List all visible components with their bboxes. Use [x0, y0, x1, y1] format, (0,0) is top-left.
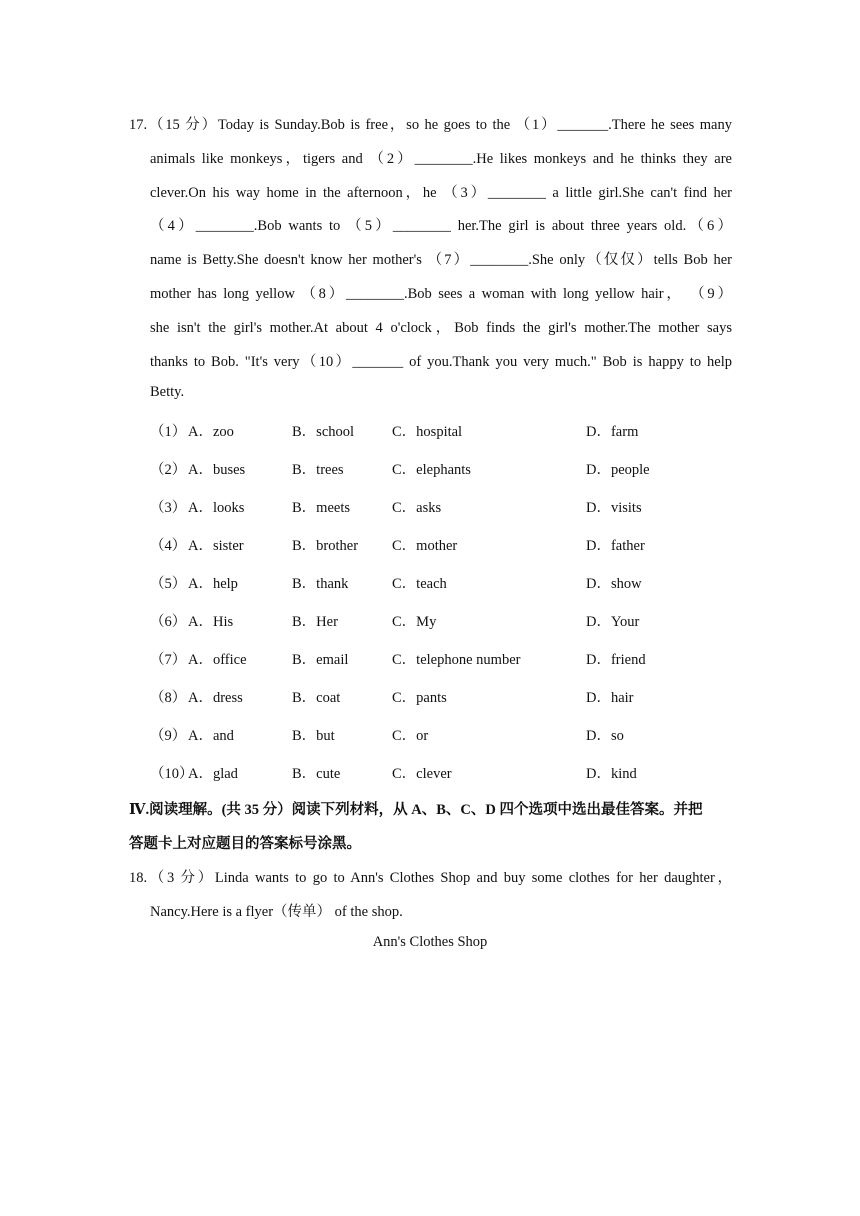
option-d: D．people [586, 462, 650, 478]
option-d: D．Your [586, 614, 640, 630]
option-number: （1） [150, 424, 187, 440]
option-d: D．hair [586, 690, 634, 706]
option-c: C．clever [392, 766, 452, 782]
q17-line-9: Betty. [150, 384, 185, 400]
option-b: B．coat [292, 690, 341, 706]
option-c: C．elephants [392, 462, 471, 478]
option-c: C．or [392, 728, 429, 744]
section-heading-line-2: 答题卡上对应题目的答案标号涂黑。 [129, 836, 361, 852]
option-d: D．visits [586, 500, 642, 516]
q18-line-2: Nancy.Here is a flyer（传单） of the shop. [150, 904, 403, 920]
option-b: B．but [292, 728, 335, 744]
option-c: C．teach [392, 576, 447, 592]
option-d: D．kind [586, 766, 637, 782]
option-number: （9） [150, 728, 187, 744]
flyer-title: Ann's Clothes Shop [372, 934, 488, 950]
option-c: C．telephone number [392, 652, 521, 668]
option-d: D．father [586, 538, 645, 554]
option-number: （4） [150, 538, 187, 554]
q17-line-6: mother has long yellow （8）________.Bob sees a woman with long yellow hair， （9） [150, 286, 732, 302]
option-number: （10） [150, 766, 194, 782]
option-row-2 [150, 458, 732, 478]
option-b: B．Her [292, 614, 338, 630]
q17-line-4: （4）________.Bob wants to （5）________ her.The girl is about three years old.（6） [150, 218, 732, 234]
option-number: （3） [150, 500, 187, 516]
option-d: D．show [586, 576, 642, 592]
option-b: B．school [292, 424, 355, 440]
q17-line-1: 17.（15 分）Today is Sunday.Bob is free，so he goes to the （1）_______.There he sees many [129, 117, 732, 133]
option-row-1 [150, 420, 732, 440]
section-heading-line-1: Ⅳ.阅读理解。(共 35 分）阅读下列材料，从 A、B、C、D 四个选项中选出最佳答案。并把 [129, 802, 703, 818]
option-row-8 [150, 686, 732, 706]
option-row-9 [150, 724, 732, 744]
option-b: B．brother [292, 538, 359, 554]
option-c: C．My [392, 614, 437, 630]
option-row-3 [150, 496, 732, 516]
option-a: A．office [188, 652, 247, 668]
option-number: （5） [150, 576, 187, 592]
option-a: A．help [188, 576, 238, 592]
option-row-5 [150, 572, 732, 592]
q17-line-2: animals like monkeys，tigers and （2）________.He likes monkeys and he thinks they are [150, 151, 732, 167]
option-a: A．His [188, 614, 234, 630]
option-a: A．dress [188, 690, 243, 706]
option-row-10 [150, 762, 732, 782]
option-d: D．so [586, 728, 624, 744]
option-b: B．trees [292, 462, 344, 478]
q17-line-3: clever.On his way home in the afternoon，he （3）________ a little girl.She can't find her [150, 185, 732, 201]
option-a: A．sister [188, 538, 244, 554]
option-row-4 [150, 534, 732, 554]
option-d: D．friend [586, 652, 646, 668]
option-c: C．hospital [392, 424, 463, 440]
option-row-6 [150, 610, 732, 630]
option-b: B．email [292, 652, 349, 668]
option-c: C．pants [392, 690, 447, 706]
q17-line-5: name is Betty.She doesn't know her mother's （7）________.She only（仅仅）tells Bob her [150, 252, 732, 268]
option-a: A．glad [188, 766, 238, 782]
option-number: （6） [150, 614, 187, 630]
option-b: B．meets [292, 500, 350, 516]
option-a: A．zoo [188, 424, 234, 440]
option-b: B．thank [292, 576, 349, 592]
option-c: C．mother [392, 538, 458, 554]
option-a: A．and [188, 728, 234, 744]
option-row-7 [150, 648, 732, 668]
option-number: （2） [150, 462, 187, 478]
option-number: （8） [150, 690, 187, 706]
q18-line-1: 18.（3 分）Linda wants to go to Ann's Clothes Shop and buy some clothes for her daughter， [129, 870, 732, 886]
option-d: D．farm [586, 424, 639, 440]
option-c: C．asks [392, 500, 442, 516]
q17-line-8: thanks to Bob. "It's very（10）_______ of you.Thank you very much." Bob is happy to help [150, 354, 732, 370]
q17-line-7: she isn't the girl's mother.At about 4 o'clock，Bob finds the girl's mother.The mother says [150, 320, 732, 336]
option-b: B．cute [292, 766, 341, 782]
option-a: A．buses [188, 462, 246, 478]
option-a: A．looks [188, 500, 245, 516]
option-number: （7） [150, 652, 187, 668]
